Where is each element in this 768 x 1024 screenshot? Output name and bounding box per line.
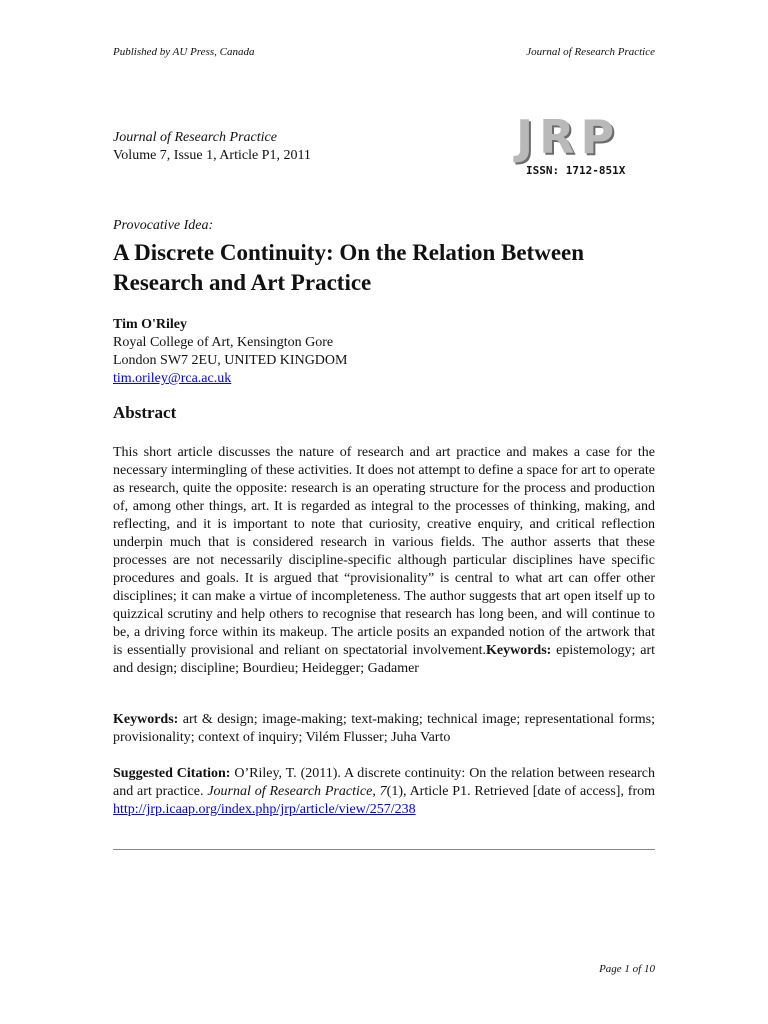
footnote-divider — [113, 849, 655, 850]
running-header — [113, 46, 655, 58]
abstract-keywords: epistemology; art and design; discipline; Bourdieu; Heidegger; Gadamer — [113, 643, 655, 676]
citation-url-link[interactable]: http://jrp.icaap.org/index.php/jrp/article/view/257/238 — [113, 802, 416, 817]
citation-comma: , — [372, 784, 380, 799]
author-address: London SW7 2EU, UNITED KINGDOM — [113, 353, 348, 368]
keywords-label: Keywords: — [113, 712, 179, 727]
author-email-link[interactable]: tim.oriley@rca.ac.uk — [113, 371, 232, 386]
abstract-text — [113, 444, 655, 678]
logo-letters — [516, 110, 646, 164]
abstract-heading: Abstract — [113, 403, 177, 422]
citation-paragraph — [113, 765, 655, 819]
abstract-body: This short article discusses the nature of research and art practice and makes a case for the necessary intermingling of these activities. It does not attempt to define a space for art to operate as research, quite the opposite: research is an operating structure for the process and production of, among other things, art. It is regarded as integral to the processes of thinking, making, and reflecting, and it is important to note that curiosity, creative enquiry, and critical reflection underpin much that is considered research in various fields. The author asserts that these processes are not necessarily discipline-specific although particular disciplines have specific procedures and goals. It is argued that “provisionality” is central to what art can offer other disciplines; it can make a virtue of incompleteness. The author suggests that art open itself up to quizzical scrutiny and help others to recognise that research has long been, and will continue to be, a driving force within its makeup. The article posits an expanded notion of the artwork that is essentially provisional and reliant on spectatorial involvement. — [113, 445, 655, 658]
logo-letter-j: J — [516, 110, 534, 164]
keywords-text: art & design; image-making; text-making; technical image; representational forms; provisionality; context of inquiry; Vilém Flusser; Juha Varto — [113, 712, 655, 745]
journal-info — [113, 129, 311, 165]
author-affiliation: Royal College of Art, Kensington Gore — [113, 335, 334, 350]
logo-letter-r: R — [539, 110, 575, 164]
author-name: Tim O'Riley — [113, 317, 188, 332]
journal-running-title: Journal of Research Practice — [526, 46, 655, 58]
citation-label: Suggested Citation: — [113, 766, 231, 781]
issn-label: ISSN: 1712-851X — [526, 164, 626, 177]
abstract-keywords-label: Keywords: — [485, 643, 552, 658]
keywords-paragraph — [113, 711, 655, 747]
citation-journal: Journal of Research Practice — [207, 784, 373, 799]
publisher-text: Published by AU Press, Canada — [113, 46, 255, 58]
page-number: Page 1 of 10 — [599, 963, 655, 975]
author-block — [113, 316, 347, 388]
section-label: Provocative Idea: — [113, 218, 214, 233]
citation-text-2: (1), Article P1. Retrieved [date of access], from — [386, 784, 656, 799]
journal-name: Journal of Research Practice — [113, 130, 277, 145]
article-title: A Discrete Continuity: On the Relation Between Research and Art Practice — [113, 240, 585, 295]
jrp-logo — [516, 110, 646, 177]
citation-volume: 7 — [379, 784, 387, 799]
volume-info: Volume 7, Issue 1, Article P1, 2011 — [113, 148, 311, 163]
logo-letter-p: P — [580, 110, 615, 164]
citation-text-1: O’Riley, T. (2011). A discrete continuity: On the relation between research and art practice. — [113, 766, 655, 799]
